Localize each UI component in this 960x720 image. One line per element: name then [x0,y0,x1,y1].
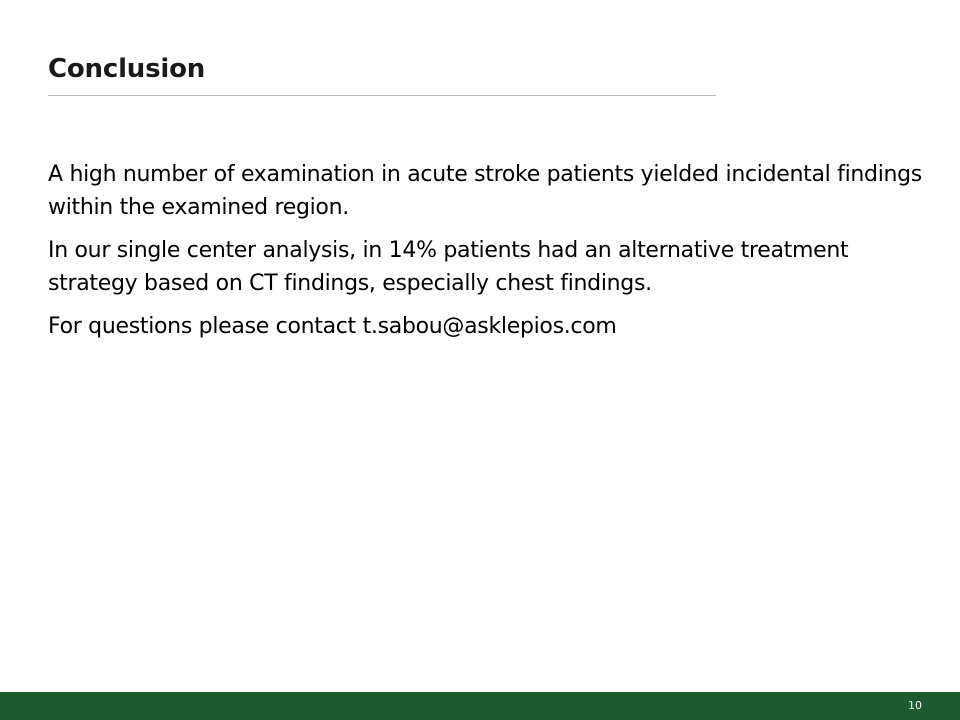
page-number: 10 [908,699,922,712]
title-divider [48,95,716,96]
contact-label: For questions please contact [48,314,363,339]
paragraph-treatment-strategy: In our single center analysis, in 14% patients had an alternative treatment strategy based on CT findings, especially chest findings. [48,238,849,296]
paragraph-incidental-findings: A high number of examination in acute stroke patients yielded incidental findings within the examined region. [48,162,922,220]
slide-title: Conclusion [48,54,206,84]
contact-email[interactable]: t.sabou@asklepios.com [362,314,617,339]
contact-line [48,310,928,343]
slide-body [48,158,928,353]
footer-bar [0,692,960,720]
